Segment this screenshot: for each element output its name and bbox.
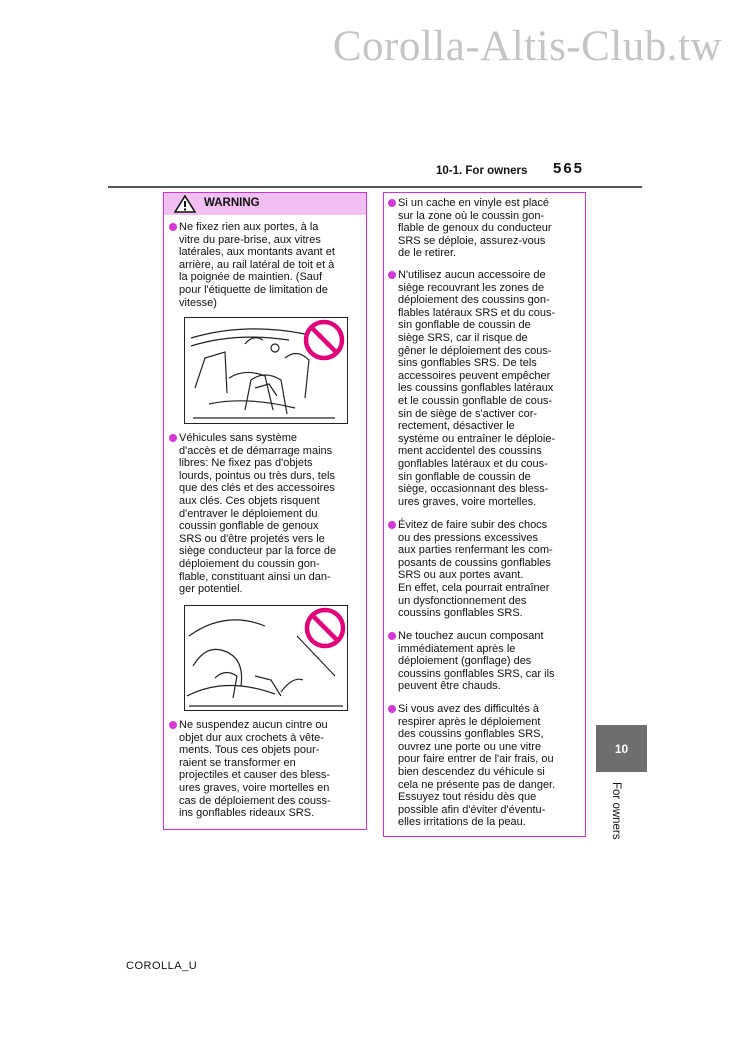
- warning-item: Ne fixez rien aux portes, à la vitre du pare-brise, aux vitres latérales, aux montants avant et arrière, au rail latéral de toit et à la poignée de maintien. (Sauf pour l'étiquette de limitation de vitesse): [179, 221, 335, 309]
- bullet: [388, 632, 396, 640]
- warning-item: N'utilisez aucun accessoire de siège recouvrant les zones de déploiement des coussins gon- flables latéraux SRS et du cous- sin gonflable de coussin de siège SRS, car il risque de gêner le déploiement des cous- sins gonflables SRS. De tels accessoires peuvent empêcher les coussins gonflables latéraux et le coussin gonflable de cous- sin de siège de s'activer cor- rectement, désactiver le système ou entraîner le déploie- ment accidentel des coussins gonflables latéraux et du cous- sin gonflable de coussin de siège, occasionnant des bless- ures graves, voire mortelles.: [398, 269, 555, 508]
- watermark: Corolla-Altis-Club.tw: [332, 23, 722, 70]
- steering-wheel-drawing: [185, 606, 347, 710]
- bullet: [388, 271, 396, 279]
- steering-illustration: [184, 605, 348, 711]
- bullet: [388, 521, 396, 529]
- warning-item: Évitez de faire subir des chocs ou des pressions excessives aux parties renfermant les com- posants de coussins gonflables SRS ou aux portes avant. En effet, cela pourrait entraîner un dysfonctionnement des coussins gonflables SRS.: [398, 519, 553, 620]
- warning-item: Si vous avez des difficultés à respirer après le déploiement des coussins gonflables SRS, ouvrez une porte ou une vitre pour faire entrer de l'air frais, ou bien descendez du véhicule si cela ne présente pas de danger. Essuyez tout résidu dès que possible afin d'éviter d'éventu- elles irritations de la peau.: [398, 703, 555, 829]
- section-title: 10-1. For owners: [436, 165, 528, 177]
- bullet: [169, 721, 177, 729]
- warning-box-right: [383, 192, 586, 837]
- car-interior-drawing: [185, 318, 347, 423]
- chapter-number: 10: [614, 742, 629, 756]
- interior-illustration: [184, 317, 348, 424]
- warning-item: Si un cache en vinyle est placé sur la zone où le coussin gon- flable de genoux du conducteur SRS se déploie, assurez-vous de le retirer.: [398, 197, 552, 260]
- prohibition-icon: [306, 322, 342, 358]
- warning-item: Véhicules sans système d'accès et de démarrage mains libres: Ne fixez pas d'objets lourds, pointus ou très durs, tels que des clés et des accessoires aux clés. Ces objets risquent d'entraver le déploiement du coussin gonflable de genoux SRS ou d'être projetés vers le siège conducteur par la force de déploiement du coussin gon- flable, constituant ainsi un dan- ger potentiel.: [179, 432, 336, 596]
- chapter-tab: [596, 725, 647, 772]
- warning-header: [164, 193, 366, 215]
- bullet: [388, 705, 396, 713]
- bullet: [169, 223, 177, 231]
- warning-icon: [174, 195, 196, 213]
- footer-code: COROLLA_U: [126, 960, 198, 972]
- warning-label: WARNING: [204, 197, 260, 209]
- bullet: [169, 434, 177, 442]
- bullet: [388, 199, 396, 207]
- chapter-label: [596, 778, 626, 848]
- warning-box-left: [163, 192, 367, 830]
- prohibition-icon: [307, 610, 343, 646]
- warning-item: Ne touchez aucun composant immédiatement après le déploiement (gonflage) des coussins gonflables SRS, car ils peuvent être chauds.: [398, 630, 555, 693]
- chapter-label-text: For owners: [610, 782, 622, 840]
- warning-item: Ne suspendez aucun cintre ou objet dur aux crochets à vête- ments. Tous ces objets pour- raient se transformer en projectiles et causer des bless- ures graves, voire mortelles en cas de déploiement des couss- ins gonflables rideaux SRS.: [179, 719, 331, 820]
- page-number: 565: [553, 160, 585, 177]
